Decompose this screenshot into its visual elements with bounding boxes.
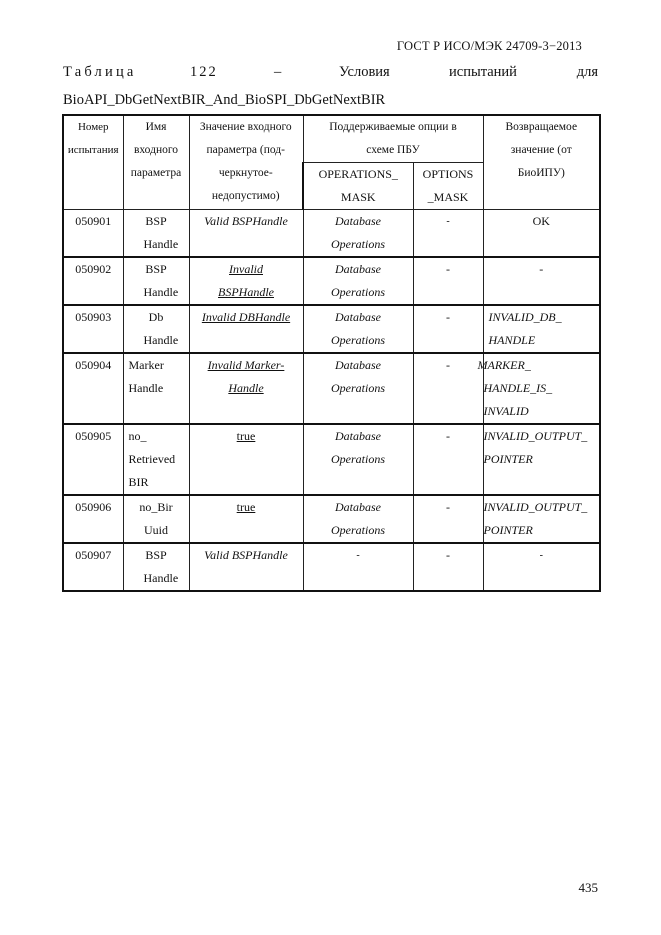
caption-word-1: Условия: [339, 64, 390, 80]
test-conditions-table: [62, 114, 601, 592]
param-value: Invalid Marker-Handle: [189, 353, 303, 424]
caption-word: Таблица: [63, 64, 137, 80]
options-mask: -: [413, 305, 483, 353]
table-row: [63, 424, 600, 495]
test-number: 050904: [63, 353, 123, 424]
operations-mask: Database Operations: [303, 353, 413, 424]
param-value: Valid BSPHandle: [189, 543, 303, 591]
table-row: [63, 495, 600, 543]
param-value: Invalid BSPHandle: [189, 257, 303, 305]
operations-mask: -: [303, 543, 413, 591]
header-supported-options: Поддерживаемые опции в схеме ПБУ: [303, 115, 483, 163]
param-name: Db Handle: [123, 305, 189, 353]
param-name: Marker Handle: [123, 353, 189, 424]
caption-dash: –: [274, 64, 282, 80]
return-value: INVALID_DB_ HANDLE: [483, 305, 600, 353]
table-row: [63, 210, 600, 258]
test-number: 050903: [63, 305, 123, 353]
header-return-value: Возвращаемое значение (от БиоИПУ): [483, 115, 600, 210]
return-value: INVALID_OUTPUT_ POINTER: [483, 424, 600, 495]
caption-word-2: испытаний: [449, 64, 517, 80]
return-value: MARKER_ HANDLE_IS_ INVALID: [483, 353, 600, 424]
test-number: 050907: [63, 543, 123, 591]
table-row: [63, 353, 600, 424]
table-row: [63, 257, 600, 305]
param-name: BSP Handle: [123, 210, 189, 258]
test-number: 050906: [63, 495, 123, 543]
param-value: Invalid DBHandle: [189, 305, 303, 353]
param-value: true: [189, 424, 303, 495]
caption-function-name: BioAPI_DbGetNextBIR_And_BioSPI_DbGetNextBIR: [63, 92, 386, 108]
table-row: [63, 543, 600, 591]
param-value: true: [189, 495, 303, 543]
header-param-name: Имя входного параметра: [123, 115, 189, 210]
options-mask: -: [413, 495, 483, 543]
caption-word-3: для: [576, 64, 598, 80]
param-value: Valid BSPHandle: [189, 210, 303, 258]
options-mask: -: [413, 424, 483, 495]
operations-mask: Database Operations: [303, 424, 413, 495]
param-name: BSP Handle: [123, 257, 189, 305]
header-test-number: Номер испытания: [63, 115, 123, 210]
standard-header: ГОСТ Р ИСО/МЭК 24709-3−2013: [396, 39, 582, 53]
param-name: BSP Handle: [123, 543, 189, 591]
caption-number: 122: [190, 64, 218, 80]
param-name: no_ Retrieved BIR: [123, 424, 189, 495]
operations-mask: Database Operations: [303, 305, 413, 353]
operations-mask: Database Operations: [303, 210, 413, 258]
operations-mask: Database Operations: [303, 495, 413, 543]
options-mask: -: [413, 543, 483, 591]
page-number: 435: [578, 880, 598, 895]
param-name: no_Bir Uuid: [123, 495, 189, 543]
test-number: 050902: [63, 257, 123, 305]
options-mask: -: [413, 353, 483, 424]
return-value: -: [483, 543, 600, 591]
return-value: INVALID_OUTPUT_ POINTER: [483, 495, 600, 543]
header-operations-mask: OPERATIONS_ MASK: [303, 163, 413, 210]
table-row: [63, 305, 600, 353]
options-mask: -: [413, 257, 483, 305]
test-number: 050901: [63, 210, 123, 258]
operations-mask: Database Operations: [303, 257, 413, 305]
return-value: OK: [483, 210, 600, 258]
header-param-value: Значение входного параметра (под-черкнутое-недопустимо): [189, 115, 303, 210]
header-options-mask: OPTIONS _MASK: [413, 163, 483, 210]
test-number: 050905: [63, 424, 123, 495]
options-mask: -: [413, 210, 483, 258]
return-value: -: [483, 257, 600, 305]
